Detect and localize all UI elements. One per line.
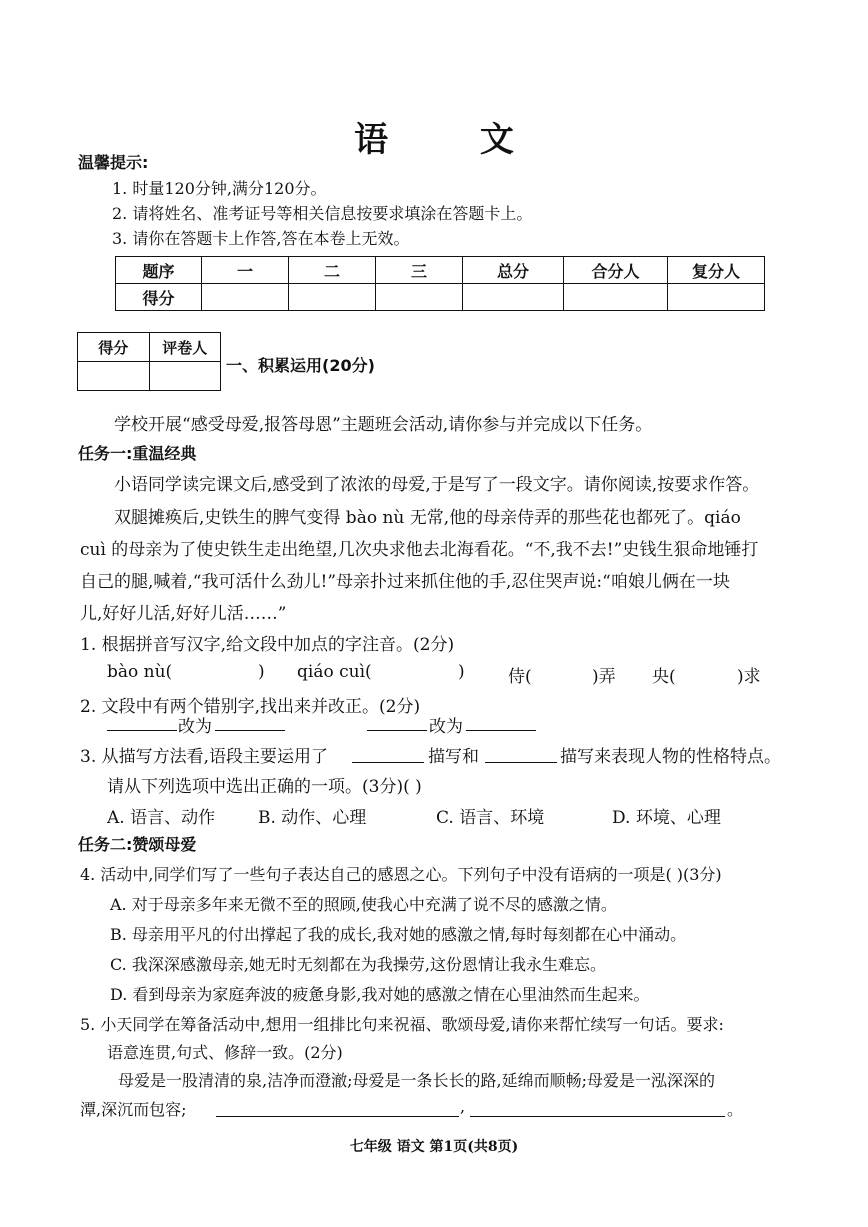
question-3: 3. 从描写方法看,语段主要运用了 [80, 747, 329, 767]
q3-option[interactable]: B. 动作、心理 [258, 808, 367, 828]
q1-pinyin-a: bào nù( [107, 662, 173, 682]
score-header: 二 [289, 257, 376, 284]
score-table [115, 256, 765, 311]
q5-comma: , [460, 1097, 466, 1116]
q4-option[interactable]: B. 母亲用平凡的付出撑起了我的成长,我对她的感激之情,每时每刻都在心中涌动。 [110, 925, 687, 944]
q1-char-b-end: )求 [737, 667, 761, 687]
passage-line: cuì 的母亲为了使史铁生走出绝望,几次央求他去北海看花。“不,我不去!”史钱生狠命地锤打 [80, 540, 759, 560]
tips-heading: 温馨提示: [78, 153, 149, 172]
grader-score-label: 得分 [78, 333, 150, 362]
score-header: 题序 [116, 257, 202, 284]
task2-heading: 任务二:赞颂母爱 [78, 835, 197, 854]
q3-option[interactable]: D. 环境、心理 [612, 808, 721, 828]
passage-line: 自己的腿,喊着,“我可活什么劲儿!”母亲扑过来抓住他的手,忍住哭声说:“咱娘儿俩在一块 [80, 572, 730, 592]
q3-text: 描写和 [428, 747, 479, 767]
score-header: 总分 [463, 257, 564, 284]
q1-pinyin-b: qiáo cuì( [297, 662, 372, 682]
q1-char-b: 央( [652, 667, 676, 687]
score-cell[interactable] [463, 284, 564, 311]
answer-blank[interactable] [107, 712, 177, 731]
question-1: 1. 根据拼音写汉字,给文段中加点的字注音。(2分) [80, 635, 455, 655]
q3-line2: 请从下列选项中选出正确的一项。(3分)( ) [107, 777, 422, 797]
q3-option[interactable]: A. 语言、动作 [107, 808, 216, 828]
score-cell[interactable] [376, 284, 463, 311]
score-header: 三 [376, 257, 463, 284]
score-cell[interactable] [289, 284, 376, 311]
page-title: 语 文 [354, 120, 554, 160]
score-row-label: 得分 [116, 284, 202, 311]
score-header: 合分人 [564, 257, 668, 284]
task1-heading: 任务一:重温经典 [78, 444, 197, 463]
q4-option[interactable]: A. 对于母亲多年来无微不至的照顾,使我心中充满了说不尽的感激之情。 [110, 895, 617, 914]
tip-item: 2. 请将姓名、准考证号等相关信息按要求填涂在答题卡上。 [112, 204, 533, 223]
answer-blank[interactable] [485, 742, 557, 763]
answer-blank[interactable] [215, 712, 285, 731]
q3-option[interactable]: C. 语言、环境 [436, 808, 545, 828]
score-cell[interactable] [668, 284, 765, 311]
answer-blank[interactable] [367, 712, 427, 731]
question-4: 4. 活动中,同学们写了一些句子表达自己的感恩之心。下列句子中没有语病的一项是( )(3分) [80, 865, 722, 884]
q5-line2: 语意连贯,句式、修辞一致。(2分) [107, 1043, 343, 1062]
tip-item: 3. 请你在答题卡上作答,答在本卷上无效。 [112, 229, 410, 248]
q5-text: 母爱是一股清清的泉,洁净而澄澈;母爱是一条长长的路,延绵而顺畅;母爱是一泓深深的 [118, 1071, 715, 1090]
page-footer: 七年级 语文 第1页(共8页) [349, 1139, 519, 1155]
answer-blank[interactable] [466, 712, 536, 731]
answer-blank[interactable] [470, 1097, 725, 1117]
passage-line: 双腿摊痪后,史铁生的脾气变得 bào nù 无常,他的母亲侍弄的那些花也都死了。qiáo [114, 508, 741, 528]
grader-table [77, 332, 221, 391]
score-cell[interactable] [202, 284, 289, 311]
score-header: 复分人 [668, 257, 765, 284]
question-5: 5. 小天同学在筹备活动中,想用一组排比句来祝福、歌颂母爱,请你来帮忙续写一句话。要求: [80, 1015, 724, 1034]
intro-text: 学校开展“感受母爱,报答母恩”主题班会活动,请你参与并完成以下任务。 [114, 415, 653, 435]
q5-period: 。 [727, 1100, 744, 1119]
q3-text: 描写来表现人物的性格特点。 [560, 747, 781, 767]
q4-option[interactable]: C. 我深深感激母亲,她无时无刻都在为我操劳,这份恩情让我永生难忘。 [110, 955, 607, 974]
score-header: 一 [202, 257, 289, 284]
question-2: 2. 文段中有两个错别字,找出来并改正。(2分) [80, 697, 421, 717]
answer-blank[interactable] [352, 742, 424, 763]
q2-label: 改为 [429, 717, 463, 737]
tip-item: 1. 时量120分钟,满分120分。 [112, 179, 327, 198]
answer-blank[interactable] [216, 1097, 459, 1117]
q2-label: 改为 [178, 717, 212, 737]
q4-option[interactable]: D. 看到母亲为家庭奔波的疲惫身影,我对她的感激之情在心里油然而生起来。 [110, 985, 650, 1004]
q1-close: ) [258, 662, 265, 682]
q1-char-a-end: )弄 [592, 667, 616, 687]
grader-score-cell[interactable] [78, 362, 150, 391]
section-heading: 一、积累运用(20分) [226, 356, 375, 375]
grader-name-label: 评卷人 [149, 333, 221, 362]
q5-text: 潭,深沉而包容; [80, 1100, 187, 1119]
q1-close: ) [458, 662, 465, 682]
passage-line: 儿,好好儿活,好好儿活……” [80, 604, 287, 624]
q1-char-a: 侍( [508, 667, 532, 687]
task1-intro: 小语同学读完课文后,感受到了浓浓的母爱,于是写了一段文字。请你阅读,按要求作答。 [114, 475, 760, 495]
grader-name-cell[interactable] [149, 362, 221, 391]
score-cell[interactable] [564, 284, 668, 311]
